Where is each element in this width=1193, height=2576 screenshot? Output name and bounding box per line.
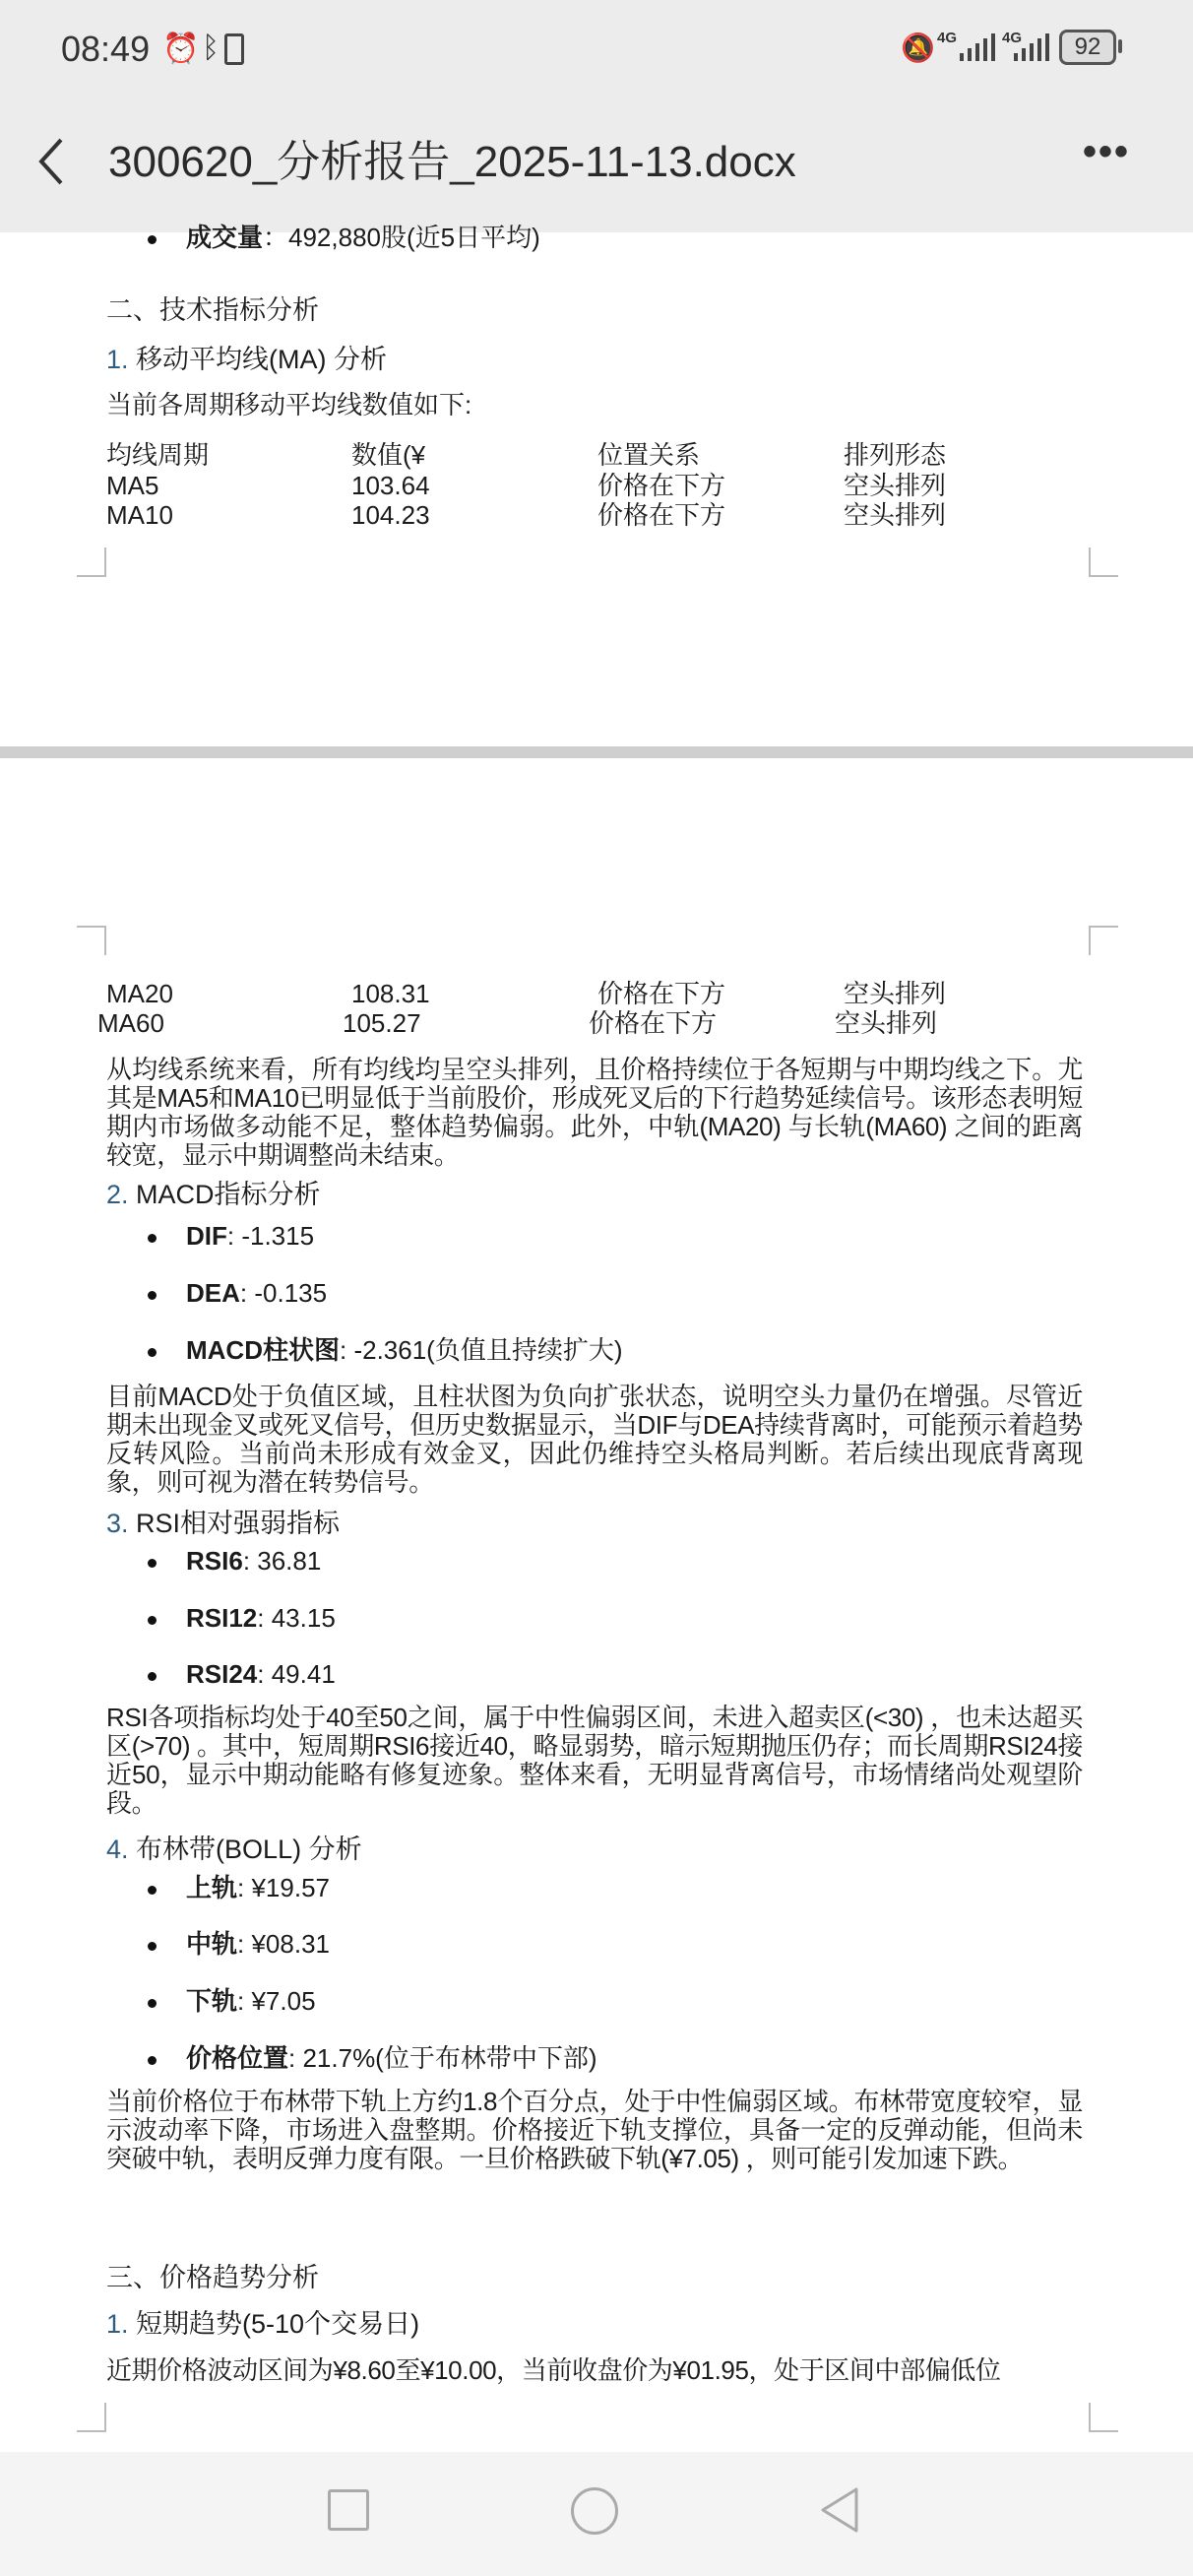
- section-heading-price-trend: 三、价格趋势分析: [106, 2263, 319, 2292]
- cell: 104.23: [351, 500, 430, 530]
- rsi-item-24: RSI24: 49.41: [148, 1659, 336, 1689]
- bluetooth-icon: ᛒ: [202, 32, 220, 64]
- document-page-1: [0, 223, 1193, 746]
- ma-paragraph: 从均线系统来看，所有均线均呈空头排列，且价格持续位于各短期与中期均线之下。尤其是MA5和MA10已明显低于当前股价，形成死叉后的下行趋势延续信号。该形态表明短期内市场做多动能不足，整体趋势偏弱。此外，中轨(MA20) 与长轨(MA60) 之间的距离较宽，显示中期调整尚未结束。: [106, 1055, 1083, 1170]
- boll-heading: 4. 布林带(BOLL) 分析: [106, 1835, 362, 1864]
- cell: 空头排列: [844, 500, 947, 530]
- page-corner-mark: [1089, 2403, 1118, 2432]
- boll-item-lower: 下轨: ¥7.05: [148, 1986, 316, 2016]
- cell: 价格在下方: [589, 1008, 718, 1038]
- macd-paragraph: 目前MACD处于负值区域，且柱状图为负向扩张状态，说明空头力量仍在增强。尽管近期未出现金叉或死叉信号，但历史数据显示，当DIF与DEA持续背离时，可能预示着趋势反转风险。当前尚未形成有效金叉，因此仍维持空头格局判断。若后续出现底背离现象，则可视为潜在转势信号。: [106, 1382, 1083, 1497]
- cell: MA20: [106, 979, 173, 1008]
- macd-item-dea: DEA: -0.135: [148, 1278, 327, 1308]
- boll-paragraph: 当前价格位于布林带下轨上方约1.8个百分点，处于中性偏弱区域。布林带宽度较窄，显示波动率下降，市场进入盘整期。价格接近下轨支撑位，具备一定的反弹动能，但尚未突破中轨，表明反弹力度有限。一旦价格跌破下轨(¥7.05) ，则可能引发加速下跌。: [106, 2087, 1083, 2173]
- col-header-arrangement: 排列形态: [844, 440, 947, 470]
- col-header-value: 数值(¥: [351, 440, 426, 470]
- status-bar: [0, 0, 1193, 108]
- col-header-position: 位置关系: [597, 440, 701, 470]
- home-button[interactable]: [571, 2487, 618, 2535]
- app-bar: [0, 108, 1193, 232]
- cell: 价格在下方: [597, 979, 726, 1008]
- system-navigation-bar: [0, 2452, 1193, 2576]
- battery-indicator: 92: [1059, 30, 1116, 65]
- vibrate-icon: [224, 33, 244, 65]
- cell: 108.31: [351, 979, 430, 1008]
- recents-button[interactable]: [328, 2489, 369, 2531]
- boll-item-price-position: 价格位置: 21.7%(位于布林带中下部): [148, 2043, 597, 2073]
- section-heading-technical: 二、技术指标分析: [106, 295, 319, 325]
- rsi-paragraph: RSI各项指标均处于40至50之间，属于中性偏弱区间，未进入超卖区(<30) ，也未达超买区(>70) 。其中，短周期RSI6接近40，略显弱势，暗示短期抛压仍存；而长周期RSI24接近50，显示中期动能略有修复迹象。整体来看，无明显背离信号，市场情绪尚处观望阶段。: [106, 1703, 1083, 1818]
- status-time: 08:49: [61, 29, 151, 69]
- macd-item-histogram: MACD柱状图: -2.361(负值且持续扩大): [148, 1335, 623, 1365]
- page-corner-mark: [77, 547, 106, 577]
- page-corner-mark: [1089, 547, 1118, 577]
- rsi-item-12: RSI12: 43.15: [148, 1603, 336, 1633]
- partial-bullet-volume: 成交量：492,880股(近5日平均): [148, 223, 540, 252]
- cell: 空头排列: [844, 471, 947, 500]
- ma-heading: 1. 移动平均线(MA) 分析: [106, 345, 388, 374]
- mute-bell-icon: 🔕: [901, 32, 935, 63]
- cell: MA5: [106, 471, 159, 500]
- cell: 空头排列: [835, 1008, 938, 1038]
- ma-intro: 当前各周期移动平均线数值如下:: [106, 390, 472, 419]
- col-header-period: 均线周期: [106, 440, 210, 470]
- macd-heading: 2. MACD指标分析: [106, 1180, 321, 1209]
- page-corner-mark: [77, 2403, 106, 2432]
- rsi-heading: 3. RSI相对强弱指标: [106, 1509, 341, 1538]
- cell: MA60: [97, 1008, 164, 1038]
- boll-item-middle: 中轨: ¥08.31: [148, 1929, 330, 1959]
- cell: 价格在下方: [597, 500, 726, 530]
- network-label-2: 4G: [1002, 30, 1023, 46]
- page-corner-mark: [77, 926, 106, 955]
- trend-paragraph: 近期价格波动区间为¥8.60至¥10.00，当前收盘价为¥01.95，处于区间中部偏低位: [106, 2356, 1001, 2385]
- rsi-item-6: RSI6: 36.81: [148, 1546, 321, 1576]
- cell: MA10: [106, 500, 173, 530]
- network-label-1: 4G: [937, 30, 958, 46]
- signal-icon-2: [1014, 33, 1049, 61]
- back-nav-button[interactable]: [817, 2485, 862, 2535]
- back-button[interactable]: [28, 132, 77, 191]
- macd-item-dif: DIF: -1.315: [148, 1221, 314, 1251]
- document-title: 300620_分析报告_2025-11-13.docx: [108, 138, 796, 186]
- alarm-icon: ⏰: [162, 32, 200, 65]
- document-page-2: [0, 758, 1193, 2452]
- cell: 105.27: [343, 1008, 421, 1038]
- battery-tip: [1118, 39, 1122, 53]
- short-term-heading: 1. 短期趋势(5-10个交易日): [106, 2309, 420, 2339]
- page-separator: [0, 746, 1193, 758]
- signal-icon-1: [960, 33, 995, 61]
- boll-item-upper: 上轨: ¥19.57: [148, 1873, 330, 1902]
- page-corner-mark: [1089, 926, 1118, 955]
- cell: 空头排列: [844, 979, 947, 1008]
- cell: 价格在下方: [597, 471, 726, 500]
- more-options-button[interactable]: •••: [1083, 130, 1131, 173]
- cell: 103.64: [351, 471, 430, 500]
